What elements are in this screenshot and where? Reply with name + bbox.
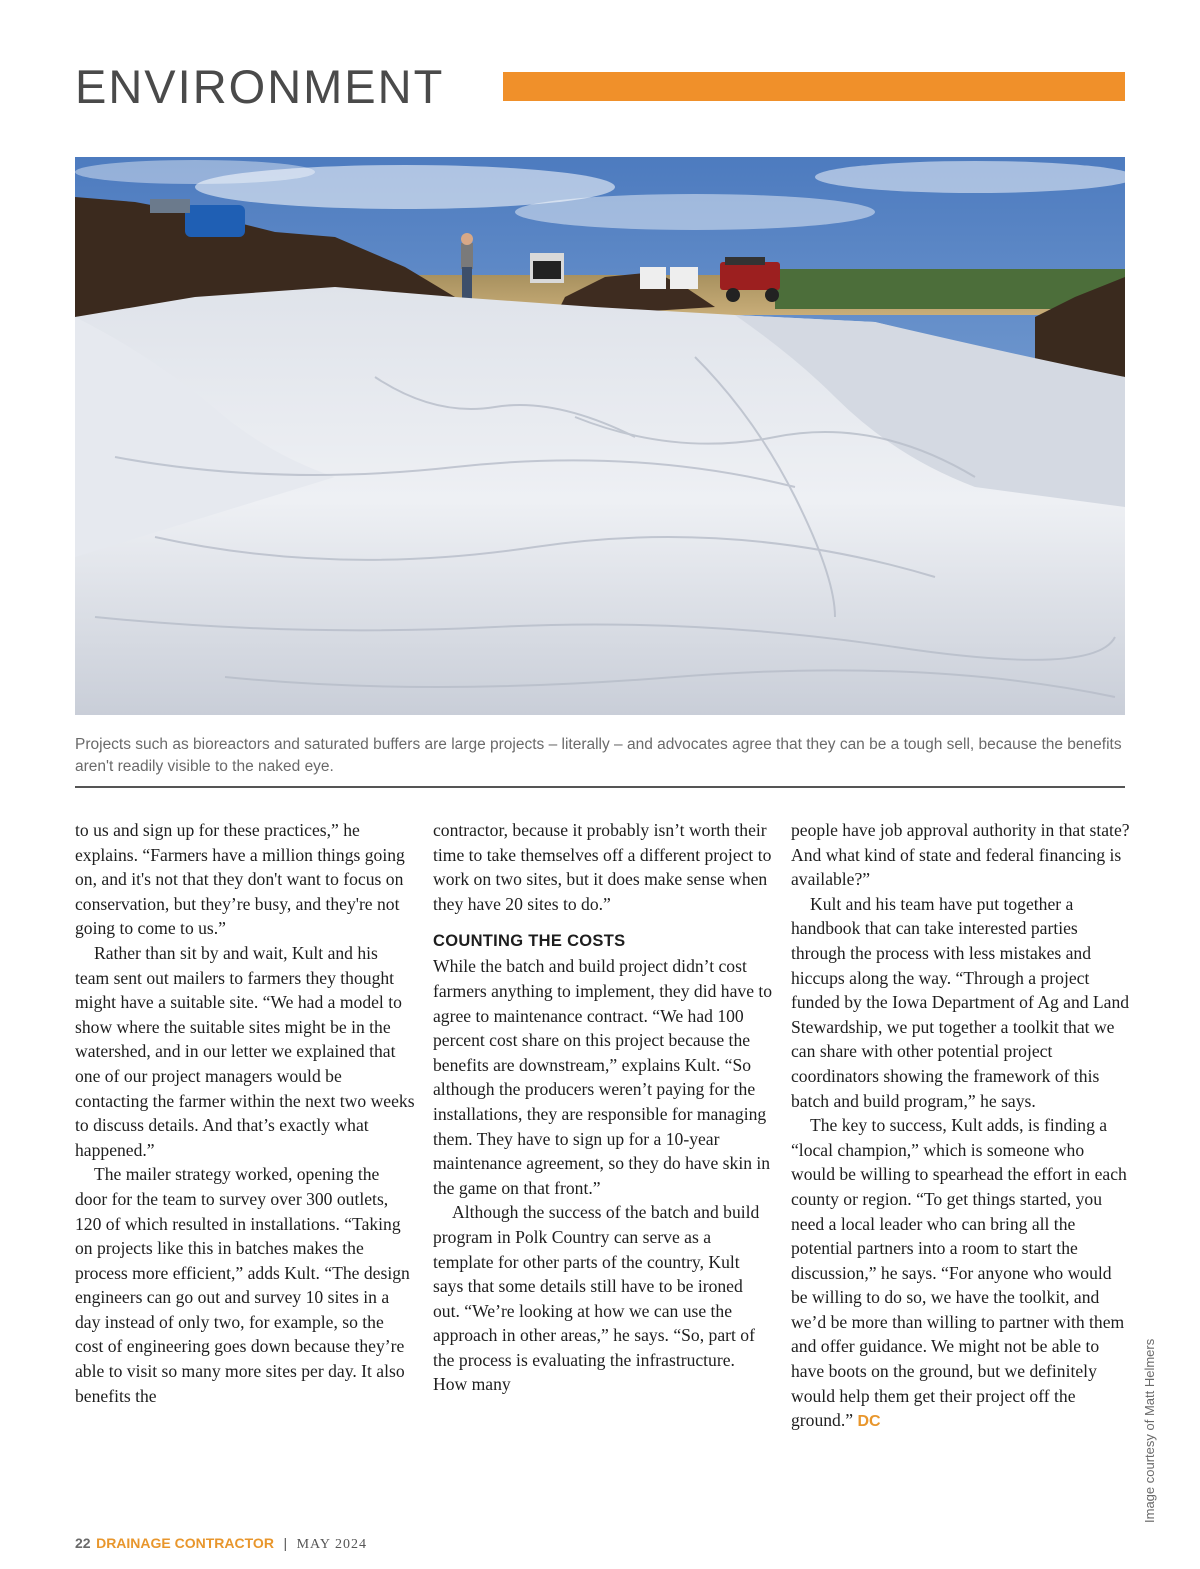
paragraph: While the batch and build project didn’t cost farmers anything to implement, they did have to agree to maintenance contract. “We had 100 percent cost share on this project because the benefits are downstream,” explains Kult. “So although the producers weren’t paying for the installations, they are responsible for managing them. They have to sign up for a 10-year maintenance agreement, so they do have skin in the game on that front.” bbox=[433, 956, 773, 1198]
paragraph: The mailer strategy worked, opening the door for the team to survey over 300 outlets, 120 of which resulted in installations. “Taking on projects like this in batches makes the process more efficient,” adds Kult. “The design engineers can go out and survey 10 sites in a day instead of only two, for example, so the cost of engineering goes down because they’re able to visit so many more sites per day. It also benefits the bbox=[75, 1164, 410, 1406]
magazine-name: DRAINAGE CONTRACTOR bbox=[96, 1535, 274, 1551]
paragraph: to us and sign up for these practices,” he explains. “Farmers have a million things going on, and it's not that they don't want to focus on conservation, but they’re busy, and they're not going to come to us.” bbox=[75, 820, 405, 939]
paragraph bbox=[791, 1113, 1131, 1435]
paragraph: contractor, because it probably isn’t worth their time to take themselves off a different project to work on two sites, but it does make sense when they have 20 sites to do.” bbox=[433, 820, 772, 914]
paragraph-text: The key to success, Kult adds, is finding a “local champion,” which is someone who would be willing to spearhead the effort in each county or region. “To get things started, you need a local leader who can bring all the potential partners into a room to start the discussion,” he says. “For anyone who would be willing to do so, we have the toolkit, and we’d be more than willing to partner with them and offer guidance. We might not be able to have boots on the ground, but we definitely would help them get their project off the ground.” bbox=[791, 1115, 1127, 1431]
article-column-1 bbox=[75, 818, 415, 1408]
paragraph: Although the success of the batch and build program in Polk Country can serve as a template for other parts of the country, Kult says that some details still have to be ironed out. “We’re looking at how we can use the approach in other areas,” he says. “So, part of the process is evaluating the infrastructure. How many bbox=[433, 1202, 760, 1395]
section-header bbox=[75, 60, 1125, 113]
end-mark: DC bbox=[857, 1413, 881, 1431]
photo-caption: Projects such as bioreactors and saturated buffers are large projects – literally – and advocates agree that they can be a tough sell, because the benefits aren't readily visible to the naked eye. bbox=[75, 736, 1122, 775]
article-column-2 bbox=[433, 818, 773, 1397]
article-column-3 bbox=[791, 818, 1131, 1435]
article-photo bbox=[75, 157, 1125, 715]
caption-divider bbox=[75, 786, 1125, 788]
section-title: ENVIRONMENT bbox=[75, 60, 445, 113]
image-credit: Image courtesy of Matt Helmers bbox=[1142, 1338, 1157, 1523]
issue-date: MAY 2024 bbox=[296, 1537, 367, 1552]
footer-separator: | bbox=[283, 1535, 288, 1551]
paragraph: Kult and his team have put together a handbook that can take interested parties through the process with less mistakes and hiccups along the way. “Through a project funded by the Iowa Department of Ag and Land Stewardship, we put together a toolkit that we can share with other potential project coordinators showing the framework of this batch and build program,” he says. bbox=[791, 893, 1130, 1111]
page-footer bbox=[75, 1535, 367, 1553]
paragraph: Rather than sit by and wait, Kult and his team sent out mailers to farmers they thought might have a suitable site. “We had a model to show where the suitable sites might be in the watershed, and in our letter we explained that one of our project managers would be contacting the farmer within the next two weeks to discuss details. And that’s exactly what happened.” bbox=[75, 942, 415, 1160]
paragraph: people have job approval authority in that state? And what kind of state and federal financing is available?” bbox=[791, 820, 1130, 890]
section-accent-bar bbox=[503, 72, 1125, 101]
subhead: COUNTING THE COSTS bbox=[433, 932, 626, 951]
page-number: 22 bbox=[75, 1535, 91, 1551]
